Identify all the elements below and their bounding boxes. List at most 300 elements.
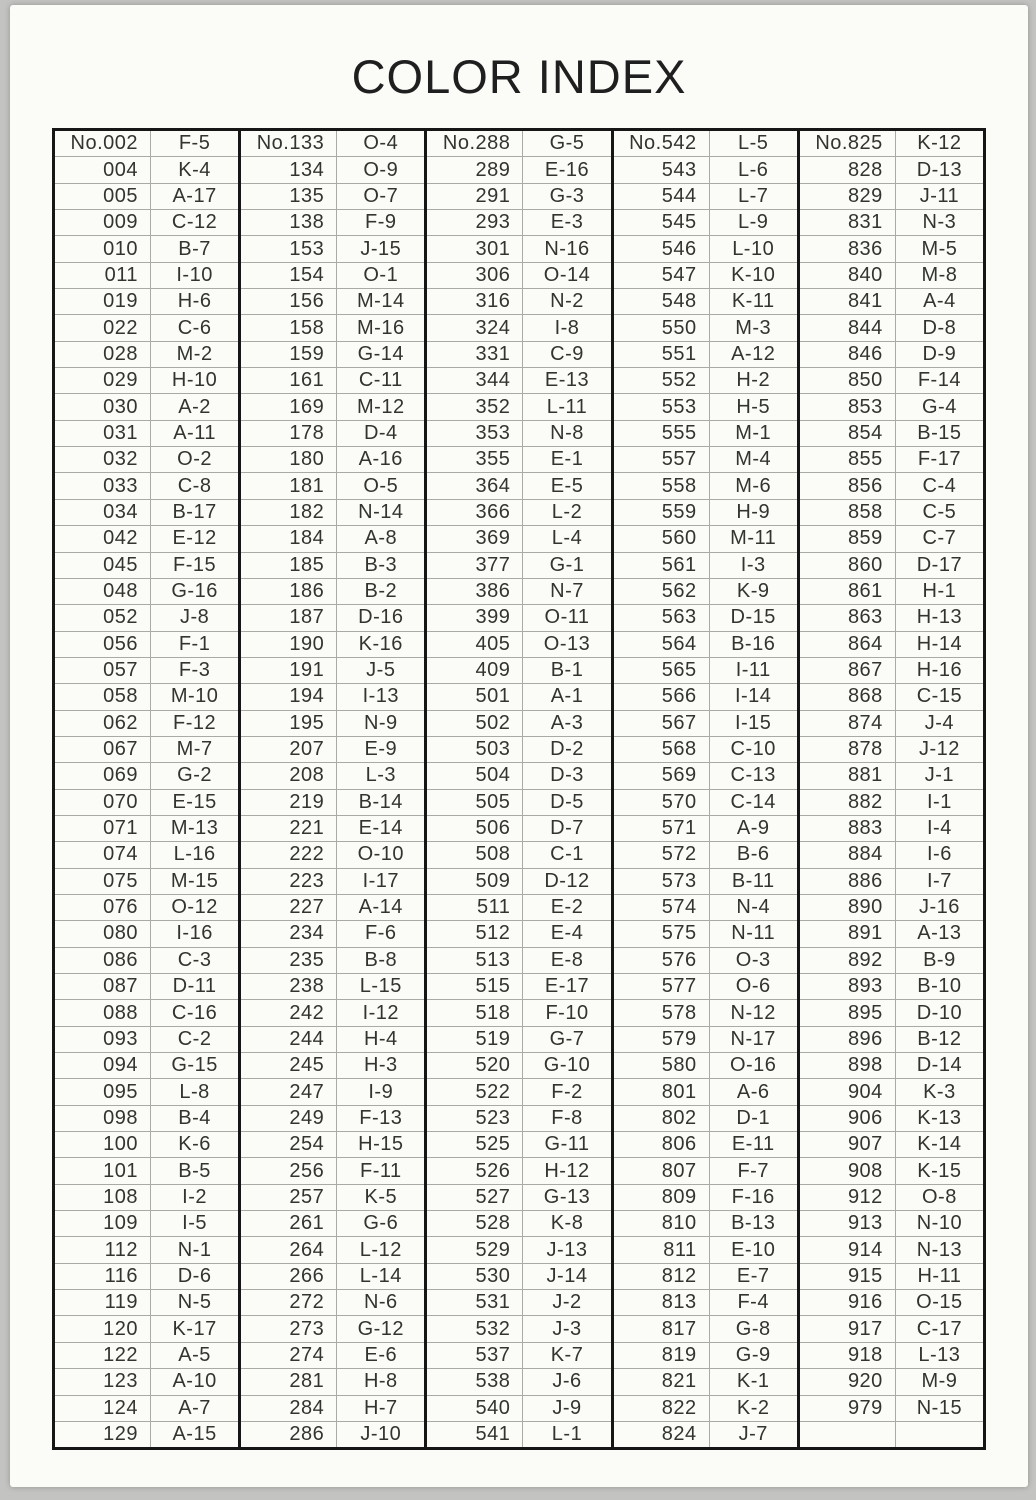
table-row (427, 974, 610, 1000)
color-code-cell: K-9 (736, 580, 770, 603)
color-number-cell: 112 (55, 1237, 151, 1262)
color-number-cell: 579 (614, 1027, 710, 1052)
table-row (614, 948, 797, 974)
color-code-cell: B-12 (917, 1027, 962, 1050)
color-code-cell: H-3 (363, 1054, 398, 1077)
color-number-cell: 537 (427, 1343, 523, 1368)
color-number-cell: 506 (427, 816, 523, 841)
table-row (241, 816, 424, 842)
table-row (241, 421, 424, 447)
color-number-cell: 551 (614, 342, 710, 367)
color-number-cell: 811 (614, 1237, 710, 1262)
table-row (241, 157, 424, 183)
color-code-cell: D-4 (363, 421, 398, 444)
table-row (55, 1000, 238, 1026)
color-code-cell: M-2 (176, 342, 213, 365)
color-number-cell: 185 (241, 553, 337, 578)
color-code-cell: F-9 (365, 211, 397, 234)
table-row (241, 368, 424, 394)
table-row (614, 737, 797, 763)
table-row (800, 1053, 983, 1079)
color-code-cell: A-8 (364, 527, 398, 550)
table-row (55, 368, 238, 394)
color-number-cell: 572 (614, 842, 710, 867)
color-code-cell: L-9 (738, 211, 769, 234)
color-number-cell: 191 (241, 658, 337, 683)
table-row (427, 289, 610, 315)
color-code-cell: A-16 (358, 448, 403, 471)
color-number-cell: 854 (800, 421, 896, 446)
color-code-cell: G-12 (357, 1317, 405, 1340)
color-code-cell: O-14 (543, 263, 591, 286)
color-number-cell: 019 (55, 289, 151, 314)
color-number-cell: 058 (55, 684, 151, 709)
color-number-cell: 846 (800, 342, 896, 367)
color-number-cell: 540 (427, 1396, 523, 1421)
table-row (241, 315, 424, 341)
table-row (55, 579, 238, 605)
color-code-cell: D-17 (916, 553, 963, 576)
color-code-cell: I-1 (926, 790, 952, 813)
table-row (800, 1369, 983, 1395)
table-row (241, 1396, 424, 1422)
color-number-cell: 377 (427, 553, 523, 578)
color-code-cell: D-6 (177, 1264, 212, 1287)
color-code-cell: I-10 (176, 263, 213, 286)
table-row (241, 579, 424, 605)
color-code-cell: H-10 (171, 369, 218, 392)
color-code-cell: C-3 (177, 948, 212, 971)
color-code-cell: L-1 (551, 1423, 583, 1446)
color-number-cell: No.133 (241, 131, 337, 156)
color-code-cell: K-14 (917, 1133, 962, 1156)
table-row (800, 236, 983, 262)
color-number-cell: 548 (614, 289, 710, 314)
color-code-cell: M-7 (176, 738, 213, 761)
color-code-cell: N-2 (550, 290, 584, 313)
color-code-cell: J-12 (918, 738, 960, 761)
color-code-cell: M-8 (921, 263, 958, 286)
table-row (55, 1027, 238, 1053)
color-code-cell: A-15 (172, 1423, 217, 1446)
color-code-cell: J-16 (918, 896, 960, 919)
color-number-cell: 071 (55, 816, 151, 841)
color-number-cell: 868 (800, 684, 896, 709)
color-number-cell: 855 (800, 447, 896, 472)
color-code-cell: L-2 (551, 500, 583, 523)
color-code-cell: D-5 (550, 790, 584, 813)
color-code-cell (896, 1422, 983, 1447)
table-row (614, 526, 797, 552)
table-row (614, 553, 797, 579)
color-number-cell: 331 (427, 342, 523, 367)
table-row (800, 605, 983, 631)
color-number-cell: 075 (55, 869, 151, 894)
color-number-cell: 578 (614, 1000, 710, 1025)
color-code-cell: B-17 (172, 500, 217, 523)
table-row (614, 658, 797, 684)
color-number-cell (800, 1422, 896, 1447)
table-row (800, 1396, 983, 1422)
color-code-cell: F-4 (737, 1291, 769, 1314)
color-code-cell: G-6 (363, 1212, 399, 1235)
color-number-cell: 559 (614, 500, 710, 525)
color-code-cell: I-3 (740, 553, 766, 576)
table-row (241, 948, 424, 974)
table-row (427, 579, 610, 605)
color-number-cell: 022 (55, 315, 151, 340)
color-number-cell: 094 (55, 1053, 151, 1078)
color-number-cell: 208 (241, 763, 337, 788)
color-number-cell: 913 (800, 1211, 896, 1236)
color-code-cell: G-4 (921, 395, 957, 418)
color-number-cell: 840 (800, 263, 896, 288)
color-code-cell: J-9 (552, 1396, 582, 1419)
table-row (614, 289, 797, 315)
color-code-cell: L-7 (738, 184, 769, 207)
table-row (241, 1237, 424, 1263)
table-row (614, 131, 797, 157)
color-number-cell: 031 (55, 421, 151, 446)
table-row (800, 500, 983, 526)
table-row (427, 1290, 610, 1316)
table-row (800, 1343, 983, 1369)
color-code-cell: E-15 (172, 790, 217, 813)
table-row (614, 632, 797, 658)
color-code-cell: N-3 (922, 211, 957, 234)
color-code-cell: A-11 (173, 421, 216, 444)
color-number-cell: 532 (427, 1316, 523, 1341)
color-code-cell: E-7 (736, 1264, 770, 1287)
color-code-cell: D-12 (544, 869, 590, 892)
table-row (241, 553, 424, 579)
color-number-cell: 227 (241, 895, 337, 920)
table-row (427, 1132, 610, 1158)
color-code-cell: K-1 (736, 1370, 770, 1393)
table-row (800, 816, 983, 842)
table-row (241, 763, 424, 789)
color-code-cell: E-17 (544, 975, 590, 998)
color-number-cell: 979 (800, 1396, 896, 1421)
table-row (55, 131, 238, 157)
color-number-cell: 505 (427, 790, 523, 815)
color-number-cell: 030 (55, 394, 151, 419)
color-code-cell: G-5 (549, 132, 585, 155)
color-number-cell: 545 (614, 210, 710, 235)
color-code-cell: L-14 (359, 1264, 402, 1287)
color-code-cell: A-6 (736, 1080, 770, 1103)
color-code-cell: K-13 (917, 1106, 962, 1129)
table-row (800, 368, 983, 394)
color-code-cell: M-16 (357, 316, 405, 339)
table-row (241, 1290, 424, 1316)
color-number-cell: No.542 (614, 131, 710, 156)
color-code-cell: C-8 (177, 474, 212, 497)
color-number-cell: 116 (55, 1264, 151, 1289)
table-row (427, 632, 610, 658)
color-code-cell: I-4 (926, 817, 952, 840)
color-code-cell: D-13 (916, 158, 963, 181)
table-row (427, 1185, 610, 1211)
table-row (55, 605, 238, 631)
color-code-cell: M-9 (921, 1370, 958, 1393)
color-code-cell: M-6 (735, 474, 772, 497)
color-code-cell: I-17 (362, 869, 400, 892)
color-code-cell: K-8 (550, 1212, 584, 1235)
color-number-cell: 101 (55, 1158, 151, 1183)
color-number-cell: 895 (800, 1000, 896, 1025)
color-number-cell: 518 (427, 1000, 523, 1025)
color-code-cell: N-12 (730, 1001, 776, 1024)
color-number-cell: 867 (800, 658, 896, 683)
color-code-cell: L-13 (918, 1343, 961, 1366)
table-row (800, 1132, 983, 1158)
color-number-cell: 108 (55, 1185, 151, 1210)
table-row (614, 1132, 797, 1158)
color-number-cell: 574 (614, 895, 710, 920)
table-row (614, 394, 797, 420)
table-row (800, 1237, 983, 1263)
color-code-cell: K-6 (178, 1133, 211, 1156)
table-row (427, 184, 610, 210)
table-row (241, 842, 424, 868)
color-number-cell: 550 (614, 315, 710, 340)
table-row (800, 1106, 983, 1132)
table-row (427, 1158, 610, 1184)
color-number-cell: 511 (427, 895, 523, 920)
color-number-cell: 057 (55, 658, 151, 683)
color-number-cell: 817 (614, 1316, 710, 1341)
color-number-cell: 070 (55, 790, 151, 815)
table-row (241, 447, 424, 473)
color-number-cell: 093 (55, 1027, 151, 1052)
color-code-cell: H-12 (544, 1159, 590, 1182)
table-row (800, 711, 983, 737)
color-code-cell: A-9 (736, 817, 770, 840)
color-code-cell: G-7 (549, 1027, 585, 1050)
table-row (241, 1264, 424, 1290)
color-code-cell: B-8 (364, 948, 398, 971)
table-row (241, 1316, 424, 1342)
color-code-cell: O-8 (921, 1185, 957, 1208)
table-row (800, 289, 983, 315)
color-code-cell: N-6 (363, 1291, 398, 1314)
table-column-pair (55, 131, 241, 1447)
table-row (427, 1237, 610, 1263)
color-number-cell: 119 (55, 1290, 151, 1315)
color-number-cell: No.288 (427, 131, 523, 156)
table-row (427, 342, 610, 368)
color-code-cell: A-7 (178, 1396, 211, 1419)
color-number-cell: 386 (427, 579, 523, 604)
color-number-cell: 522 (427, 1079, 523, 1104)
color-number-cell: 864 (800, 632, 896, 657)
table-row (55, 210, 238, 236)
color-number-cell: 095 (55, 1079, 151, 1104)
table-row (427, 1079, 610, 1105)
color-number-cell: 856 (800, 473, 896, 498)
color-code-cell: E-4 (550, 922, 584, 945)
color-code-cell: K-2 (736, 1396, 770, 1419)
color-code-cell: B-11 (731, 869, 775, 892)
table-row (614, 579, 797, 605)
color-code-cell: N-1 (177, 1238, 212, 1261)
color-number-cell: 355 (427, 447, 523, 472)
table-row (800, 421, 983, 447)
color-number-cell: 893 (800, 974, 896, 999)
table-row (614, 1185, 797, 1211)
color-code-cell: O-15 (916, 1291, 963, 1314)
color-number-cell: 883 (800, 816, 896, 841)
color-code-cell: A-1 (550, 685, 584, 708)
color-number-cell: 344 (427, 368, 523, 393)
color-code-cell: F-17 (917, 448, 961, 471)
color-number-cell: 513 (427, 948, 523, 973)
table-row (55, 500, 238, 526)
color-number-cell: 861 (800, 579, 896, 604)
color-code-cell: D-16 (358, 606, 404, 629)
table-row (241, 263, 424, 289)
color-code-cell: K-15 (917, 1159, 962, 1182)
color-code-cell: N-16 (544, 237, 590, 260)
color-number-cell: 080 (55, 921, 151, 946)
color-number-cell: 207 (241, 737, 337, 762)
table-row (241, 711, 424, 737)
color-code-cell: A-14 (358, 896, 403, 919)
color-code-cell: B-1 (550, 659, 584, 682)
color-code-cell: J-11 (919, 184, 960, 207)
table-row (427, 1369, 610, 1395)
table-row (800, 1264, 983, 1290)
table-row (241, 684, 424, 710)
color-number-cell: 512 (427, 921, 523, 946)
color-code-cell: J-5 (366, 659, 396, 682)
color-number-cell: 048 (55, 579, 151, 604)
color-code-cell: N-10 (916, 1212, 963, 1235)
color-code-cell: I-7 (926, 869, 952, 892)
color-code-cell: L-16 (173, 843, 216, 866)
table-row (55, 1343, 238, 1369)
color-code-cell: M-3 (735, 316, 772, 339)
table-row (614, 1079, 797, 1105)
table-row (800, 658, 983, 684)
scanned-page (10, 5, 1028, 1487)
color-number-cell: 882 (800, 790, 896, 815)
color-code-cell: K-5 (364, 1185, 398, 1208)
color-number-cell: 153 (241, 236, 337, 261)
color-code-cell: A-13 (917, 922, 962, 945)
table-row (241, 921, 424, 947)
color-code-cell: B-4 (178, 1106, 211, 1129)
color-code-cell: G-16 (171, 580, 218, 603)
table-row (427, 1343, 610, 1369)
color-code-cell: D-10 (916, 1001, 963, 1024)
table-row (55, 263, 238, 289)
table-row (427, 1396, 610, 1422)
color-code-cell: C-12 (171, 211, 218, 234)
color-number-cell: 501 (427, 684, 523, 709)
color-code-cell: D-9 (922, 342, 957, 365)
table-row (614, 1027, 797, 1053)
color-number-cell: 809 (614, 1185, 710, 1210)
color-number-cell: 067 (55, 737, 151, 762)
color-number-cell: 178 (241, 421, 337, 446)
color-number-cell: 853 (800, 394, 896, 419)
color-number-cell: 519 (427, 1027, 523, 1052)
color-number-cell: 890 (800, 895, 896, 920)
color-number-cell: 569 (614, 763, 710, 788)
color-number-cell: 011 (55, 263, 151, 288)
color-code-cell: M-12 (357, 395, 405, 418)
color-number-cell: 904 (800, 1079, 896, 1104)
color-code-cell: J-4 (924, 711, 955, 734)
color-number-cell: 032 (55, 447, 151, 472)
color-number-cell: 568 (614, 737, 710, 762)
color-number-cell: 184 (241, 526, 337, 551)
table-row (427, 763, 610, 789)
color-number-cell: 914 (800, 1237, 896, 1262)
table-row (55, 421, 238, 447)
color-number-cell: 573 (614, 869, 710, 894)
table-row (427, 605, 610, 631)
color-code-cell: O-12 (171, 896, 218, 919)
color-number-cell: 074 (55, 842, 151, 867)
table-row (614, 1290, 797, 1316)
color-code-cell: F-2 (551, 1080, 583, 1103)
color-number-cell: 546 (614, 236, 710, 261)
color-number-cell: 257 (241, 1185, 337, 1210)
color-code-cell: I-8 (554, 316, 580, 339)
color-code-cell: H-13 (916, 606, 963, 629)
color-code-cell: N-17 (730, 1027, 776, 1050)
color-number-cell: 558 (614, 473, 710, 498)
color-code-cell: L-12 (359, 1238, 402, 1261)
table-row (55, 1316, 238, 1342)
color-number-cell: 223 (241, 869, 337, 894)
color-code-cell: D-3 (550, 764, 584, 787)
table-row (614, 157, 797, 183)
color-code-cell: B-13 (731, 1212, 776, 1235)
color-number-cell: 552 (614, 368, 710, 393)
color-number-cell: 181 (241, 473, 337, 498)
color-number-cell: 156 (241, 289, 337, 314)
table-row (241, 1422, 424, 1447)
color-number-cell: 570 (614, 790, 710, 815)
table-row (614, 342, 797, 368)
color-number-cell: 281 (241, 1369, 337, 1394)
table-row (427, 921, 610, 947)
color-number-cell: 858 (800, 500, 896, 525)
table-row (55, 1396, 238, 1422)
color-code-cell: E-2 (550, 896, 584, 919)
color-number-cell: 154 (241, 263, 337, 288)
table-row (241, 632, 424, 658)
color-code-cell: D-11 (172, 975, 217, 998)
color-number-cell: 109 (55, 1211, 151, 1236)
table-row (241, 236, 424, 262)
color-code-cell: I-5 (182, 1212, 208, 1235)
color-code-cell: L-11 (546, 395, 588, 418)
color-number-cell: 571 (614, 816, 710, 841)
table-row (55, 236, 238, 262)
table-row (55, 763, 238, 789)
color-number-cell: 266 (241, 1264, 337, 1289)
table-row (427, 526, 610, 552)
color-number-cell: 120 (55, 1316, 151, 1341)
color-number-cell: 544 (614, 184, 710, 209)
color-number-cell: 863 (800, 605, 896, 630)
color-number-cell: 316 (427, 289, 523, 314)
